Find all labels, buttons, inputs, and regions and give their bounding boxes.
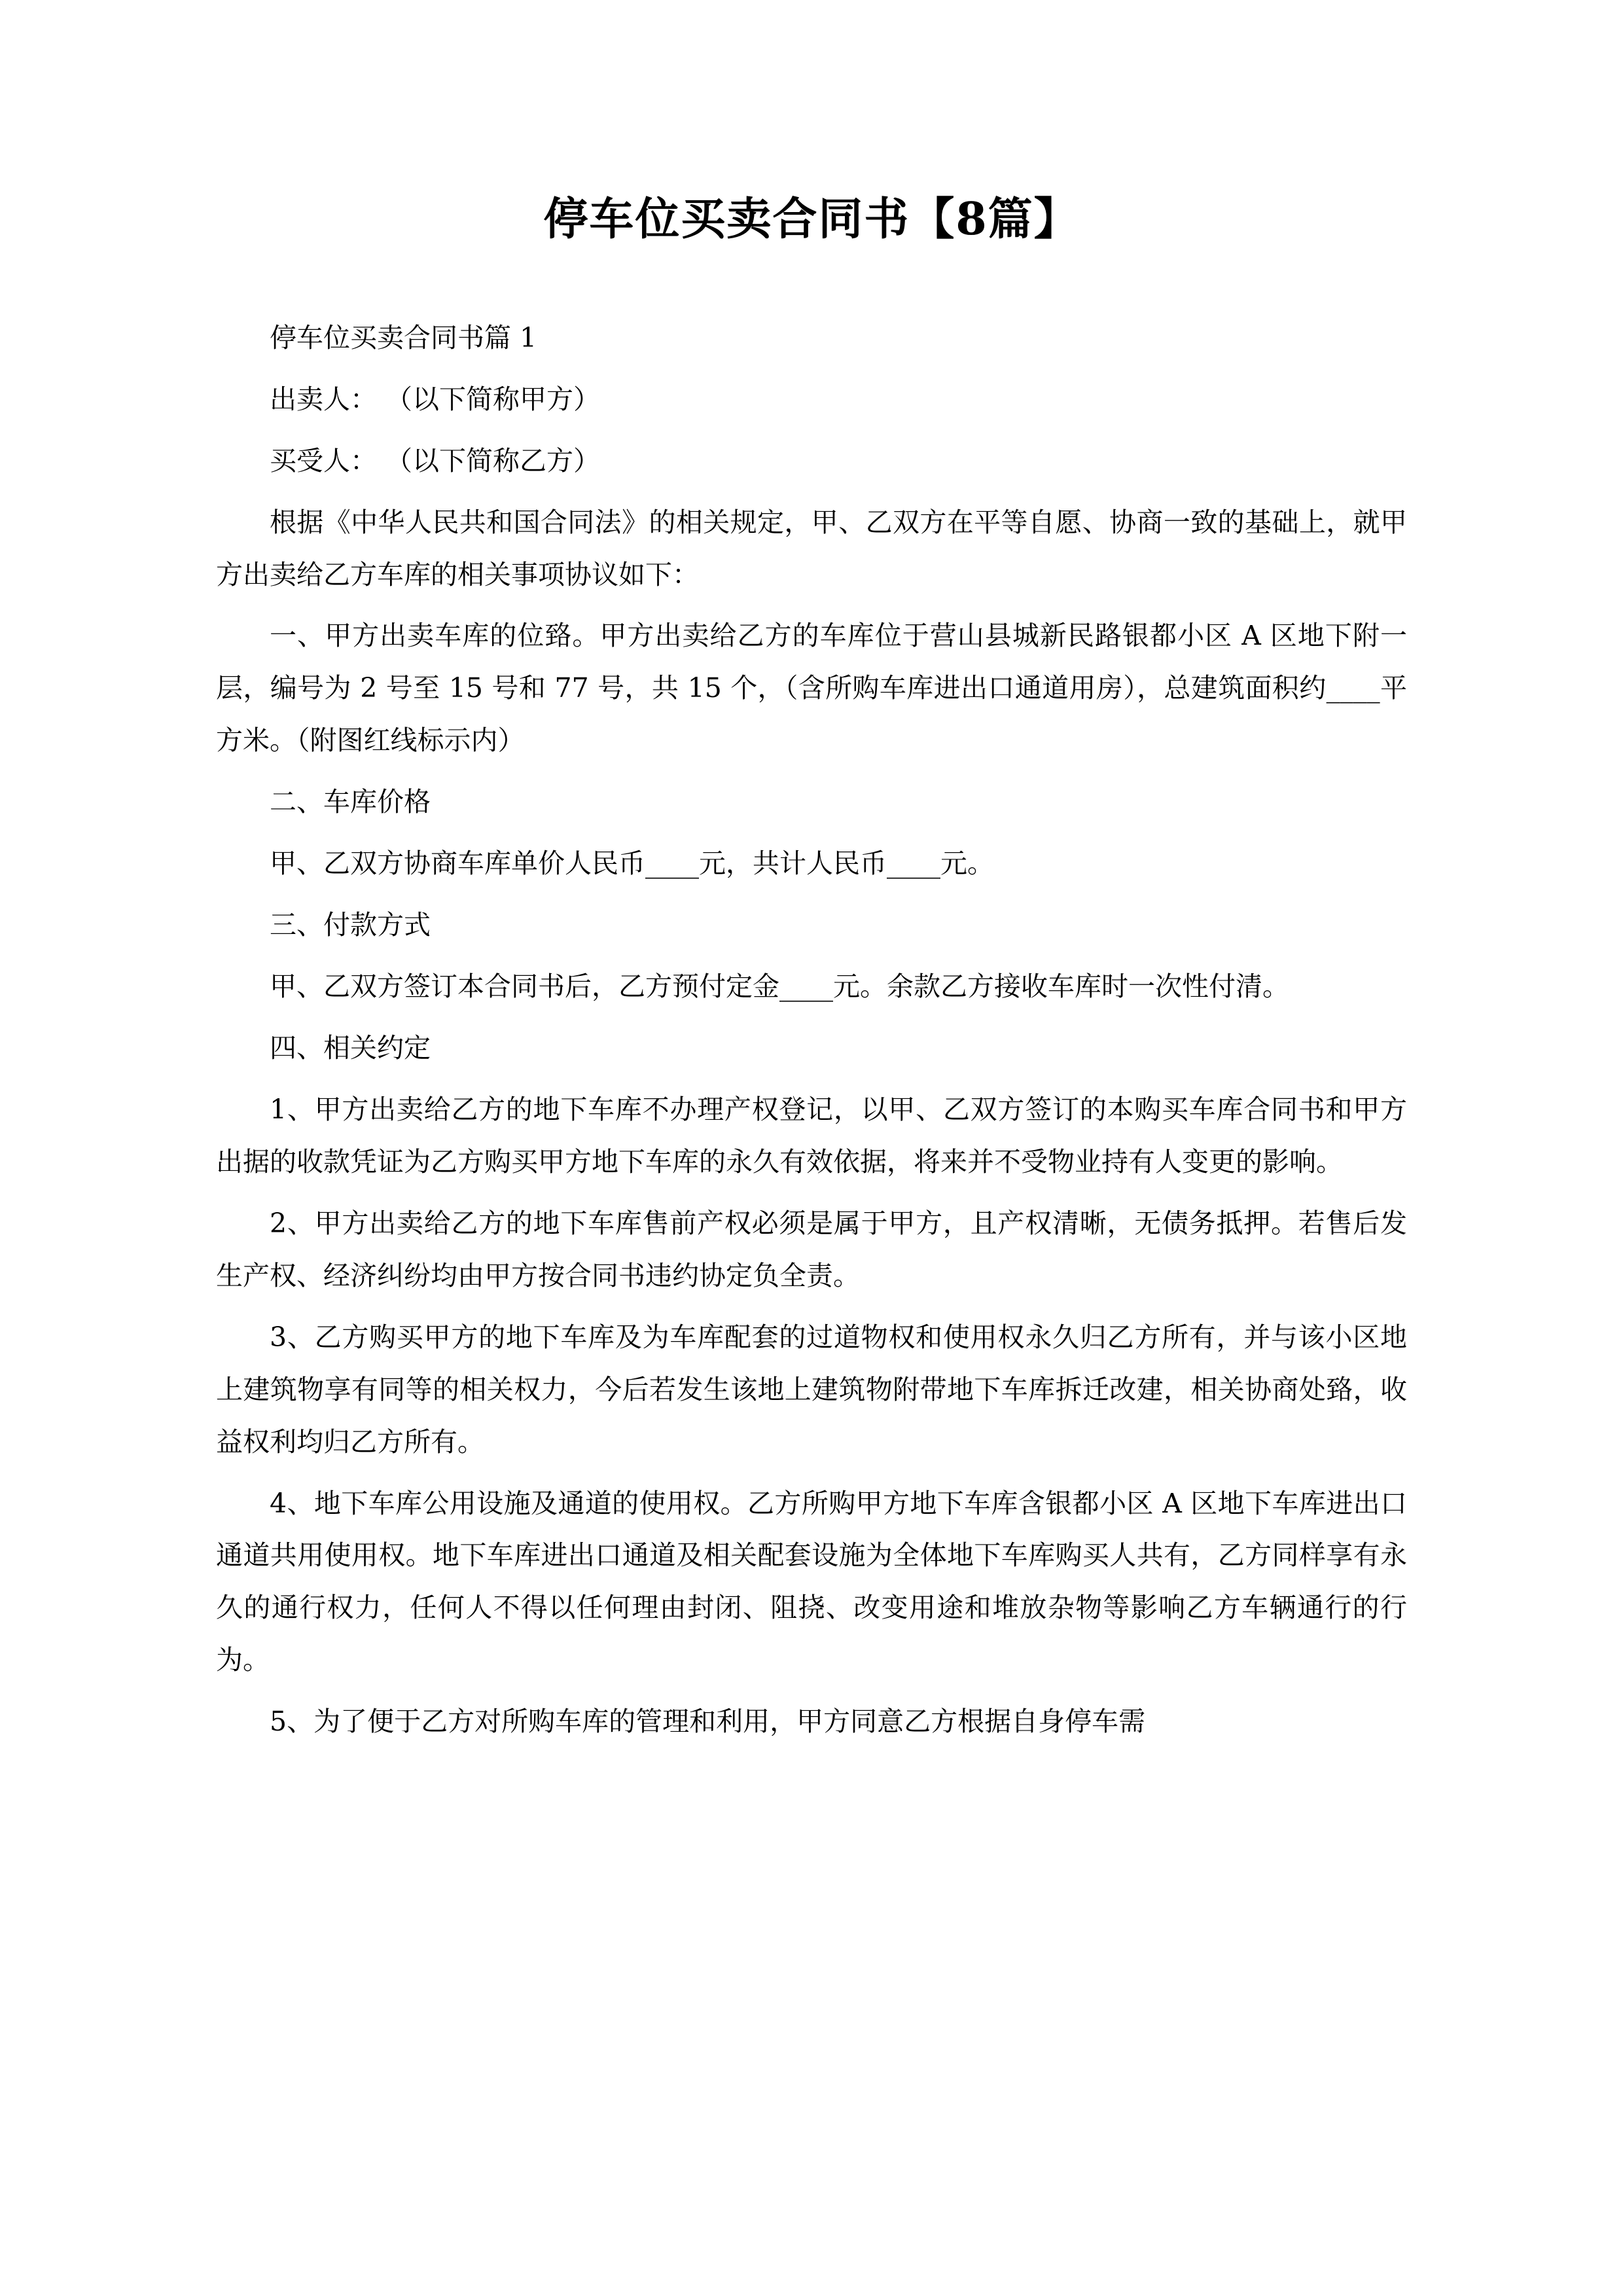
page-title: 停车位买卖合同书【8篇】 [543, 193, 1080, 245]
paragraph-buyer: 买受人： （以下简称乙方） [270, 444, 601, 476]
document-body [216, 312, 1407, 1748]
paragraph-seller: 出卖人： （以下简称甲方） [270, 383, 601, 415]
paragraph-item-4: 4、地下车库公用设施及通道的使用权。乙方所购甲方地下车库含银都小区 A 区地下车库进出口通道共用使用权。地下车库进出口通道及相关配套设施为全体地下车库购买人共有，乙方同样享有永久的通行权力，任何人不得以任何理由封闭、阻挠、改变用途和堆放杂物等影响乙方车辆通行的行为。 [216, 1487, 1407, 1676]
paragraph-item-1: 1、甲方出卖给乙方的地下车库不办理产权登记，以甲、乙双方签订的本购买车库合同书和甲方出据的收款凭证为乙方购买甲方地下车库的永久有效依据，将来并不受物业持有人变更的影响。 [216, 1093, 1407, 1177]
paragraph-clause-4-heading: 四、相关约定 [270, 1032, 431, 1064]
paragraph-clause-2-heading: 二、车库价格 [270, 786, 431, 818]
paragraph-clause-1-location: 一、甲方出卖车库的位臵。甲方出卖给乙方的车库位于营山县城新民路银都小区 A 区地下附一层，编号为 2 号至 15 号和 77 号，共 15 个，（含所购车库进出口通道用房），总建筑面积约____平方米。（附图红线标示内） [216, 620, 1407, 757]
paragraph-item-5: 5、为了便于乙方对所购车库的管理和利用，甲方同意乙方根据自身停车需 [270, 1706, 1146, 1738]
paragraph-preamble: 根据《中华人民共和国合同法》的相关规定，甲、乙双方在平等自愿、协商一致的基础上，就甲方出卖给乙方车库的相关事项协议如下： [216, 506, 1407, 590]
paragraph-item-2: 2、甲方出卖给乙方的地下车库售前产权必须是属于甲方，且产权清晰，无债务抵押。若售后发生产权、经济纠纷均由甲方按合同书违约协定负全责。 [216, 1207, 1407, 1291]
paragraph-clause-2-price: 甲、乙双方协商车库单价人民币____元，共计人民币____元。 [270, 848, 994, 880]
paragraph-clause-3-heading: 三、付款方式 [270, 909, 431, 941]
paragraph-section-heading: 停车位买卖合同书篇 1 [270, 321, 537, 353]
paragraph-clause-3-payment: 甲、乙双方签订本合同书后，乙方预付定金____元。余款乙方接收车库时一次性付清。 [270, 971, 1289, 1003]
paragraph-item-3: 3、乙方购买甲方的地下车库及为车库配套的过道物权和使用权永久归乙方所有，并与该小区地上建筑物享有同等的相关权力，今后若发生该地上建筑物附带地下车库拆迁改建，相关协商处臵，收益权利均归乙方所有。 [216, 1321, 1407, 1458]
